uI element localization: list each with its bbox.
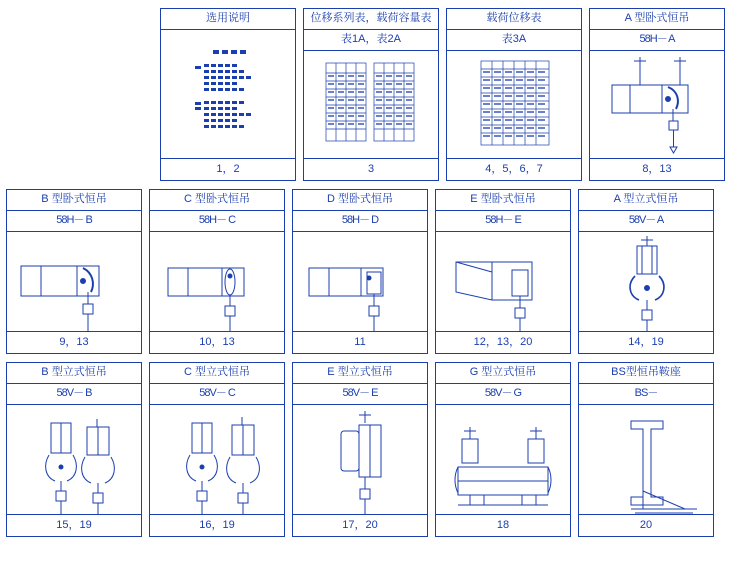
card-title: A 型立式恒吊 — [579, 190, 713, 211]
card-figure-vertical-b — [7, 405, 141, 514]
horizontal-hoist-b-illustration — [7, 232, 141, 331]
card-title: 选用说明 — [161, 9, 295, 30]
horizontal-hoist-d-illustration — [293, 232, 427, 331]
card-title: 载荷位移表 — [447, 9, 581, 30]
card-title: A 型卧式恒吊 — [590, 9, 724, 30]
card-figure-tables-two — [304, 51, 438, 158]
table-thumbnail-illustration — [447, 51, 581, 158]
card-subtitle: 表1A，表2A — [304, 30, 438, 51]
card-title: E 型卧式恒吊 — [436, 190, 570, 211]
card-title: BS型恒吊鞍座 — [579, 363, 713, 384]
card-model-code: 58H－ A — [590, 30, 724, 51]
card-page-numbers: 16，19 — [150, 514, 284, 536]
card-page-numbers: 4，5，6，7 — [447, 158, 581, 180]
card-subtitle: 表3A — [447, 30, 581, 51]
card-page-numbers: 12，13，20 — [436, 331, 570, 353]
card-figure-horizontal-d — [293, 232, 427, 331]
card-type-e-horizontal-hoist[interactable] — [435, 189, 571, 354]
card-type-a-horizontal-hoist[interactable] — [589, 8, 725, 181]
card-load-displacement-table[interactable] — [446, 8, 582, 181]
card-model-code: 58V－ A — [579, 211, 713, 232]
card-displacement-series-table[interactable] — [303, 8, 439, 181]
vertical-hoist-a-illustration — [579, 232, 713, 331]
card-figure-horizontal-e — [436, 232, 570, 331]
horizontal-hoist-c-illustration — [150, 232, 284, 331]
row-2 — [0, 189, 731, 354]
card-model-code: 58V－ C — [150, 384, 284, 405]
card-type-e-vertical-hoist[interactable] — [292, 362, 428, 537]
row-3 — [0, 362, 731, 537]
row-1 — [0, 8, 731, 181]
card-type-c-vertical-hoist[interactable] — [149, 362, 285, 537]
card-page-numbers: 17，20 — [293, 514, 427, 536]
card-page-numbers: 10，13 — [150, 331, 284, 353]
saddle-illustration — [579, 405, 713, 514]
card-model-code: 58V－ G — [436, 384, 570, 405]
card-title: G 型立式恒吊 — [436, 363, 570, 384]
card-title: 位移系列表，载荷容量表 — [304, 9, 438, 30]
card-model-code: BS－ — [579, 384, 713, 405]
card-type-b-vertical-hoist[interactable] — [6, 362, 142, 537]
card-page-numbers: 3 — [304, 158, 438, 180]
card-page-numbers: 18 — [436, 514, 570, 536]
table-thumbnail-illustration — [304, 51, 438, 158]
card-model-code: 58H－ C — [150, 211, 284, 232]
card-page-numbers: 11 — [293, 331, 427, 353]
card-page-numbers: 1，2 — [161, 158, 295, 180]
vertical-hoist-g-illustration — [436, 405, 570, 514]
horizontal-hoist-a-illustration — [590, 51, 724, 158]
card-figure-vertical-e — [293, 405, 427, 514]
card-model-code: 58H－ B — [7, 211, 141, 232]
card-title: E 型立式恒吊 — [293, 363, 427, 384]
vertical-hoist-b-illustration — [7, 405, 141, 514]
card-model-code: 58V－ E — [293, 384, 427, 405]
card-type-a-vertical-hoist[interactable] — [578, 189, 714, 354]
card-title: B 型立式恒吊 — [7, 363, 141, 384]
text-block-illustration — [161, 30, 295, 158]
card-page-numbers: 9，13 — [7, 331, 141, 353]
card-figure-vertical-g — [436, 405, 570, 514]
card-selection-instructions[interactable] — [160, 8, 296, 181]
card-type-g-vertical-hoist[interactable] — [435, 362, 571, 537]
card-figure-vertical-c — [150, 405, 284, 514]
card-model-code: 58V－ B — [7, 384, 141, 405]
card-page-numbers: 8，13 — [590, 158, 724, 180]
vertical-hoist-c-illustration — [150, 405, 284, 514]
card-type-c-horizontal-hoist[interactable] — [149, 189, 285, 354]
card-page-numbers: 15，19 — [7, 514, 141, 536]
card-type-d-horizontal-hoist[interactable] — [292, 189, 428, 354]
index-sheet — [0, 8, 731, 574]
card-title: D 型卧式恒吊 — [293, 190, 427, 211]
card-bs-hoist-saddle[interactable] — [578, 362, 714, 537]
vertical-hoist-e-illustration — [293, 405, 427, 514]
card-figure-saddle — [579, 405, 713, 514]
card-model-code: 58H－ E — [436, 211, 570, 232]
card-page-numbers: 14，19 — [579, 331, 713, 353]
card-model-code: 58H－ D — [293, 211, 427, 232]
card-figure-horizontal-b — [7, 232, 141, 331]
card-figure-vertical-a — [579, 232, 713, 331]
card-figure-horizontal-c — [150, 232, 284, 331]
card-title: B 型卧式恒吊 — [7, 190, 141, 211]
card-title: C 型立式恒吊 — [150, 363, 284, 384]
card-title: C 型卧式恒吊 — [150, 190, 284, 211]
horizontal-hoist-e-illustration — [436, 232, 570, 331]
card-page-numbers: 20 — [579, 514, 713, 536]
card-type-b-horizontal-hoist[interactable] — [6, 189, 142, 354]
card-figure-horizontal-a — [590, 51, 724, 158]
card-figure-tables-one — [447, 51, 581, 158]
card-figure-selection-instructions — [161, 30, 295, 158]
